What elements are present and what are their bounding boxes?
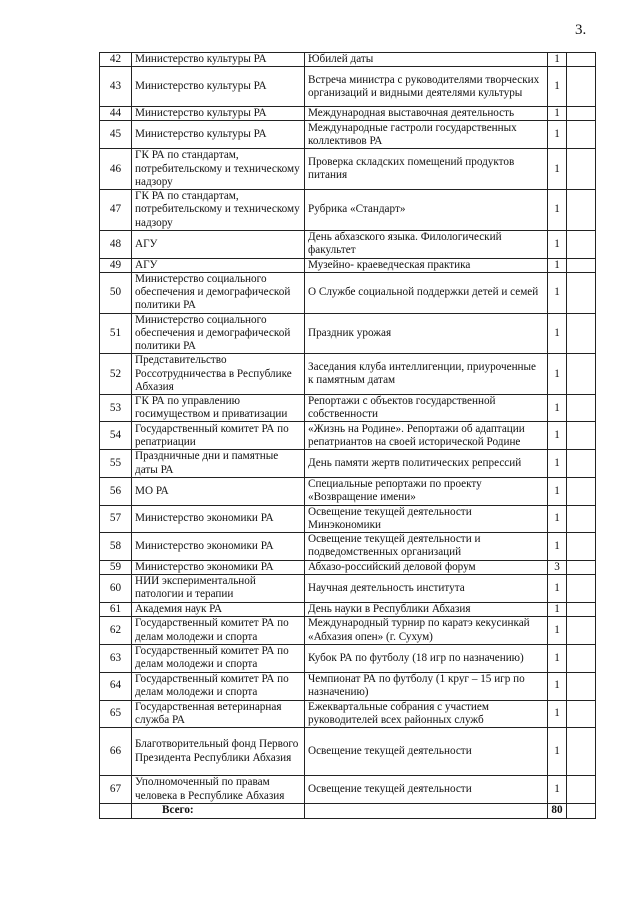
table-row [100,450,596,477]
topic-cell: Чемпионат РА по футболу (1 круг – 15 игр по назначению) [305,672,548,700]
topic-cell: Встреча министра с руководителями творческих организаций и видными деятелями культуры [305,67,548,107]
table-row [100,121,596,149]
topic-cell: День науки в Республики Абхазия [305,602,548,616]
table-row [100,230,596,258]
row-number: 52 [100,354,132,395]
row-number: 61 [100,602,132,616]
count-cell: 1 [548,533,567,560]
organization-cell: НИИ экспериментальной патологии и терапии [132,574,305,602]
topic-cell: Научная деятельность института [305,574,548,602]
table-row [100,258,596,272]
topic-cell: «Жизнь на Родине». Репортажи об адаптации репатриантов на своей исторической Родине [305,422,548,450]
row-number: 50 [100,272,132,313]
count-cell: 1 [548,230,567,258]
empty-cell [567,574,596,602]
row-number: 64 [100,672,132,700]
empty-cell [567,313,596,354]
topic-cell: Юбилей даты [305,53,548,67]
topic-cell: Международный турнир по каратэ кекусинкай «Абхазия опен» (г. Сухум) [305,617,548,645]
count-cell: 1 [548,728,567,776]
topic-cell: Международная выставочная деятельность [305,107,548,121]
table-row [100,67,596,107]
count-cell: 1 [548,107,567,121]
count-cell: 1 [548,645,567,672]
topic-cell: Ежеквартальные собрания с участием руководителей всех районных служб [305,700,548,727]
table-row [100,422,596,450]
count-cell: 1 [548,67,567,107]
count-cell: 1 [548,394,567,421]
row-number: 53 [100,394,132,421]
table-row [100,728,596,776]
topic-cell: Заседания клуба интеллигенции, приуроченные к памятным датам [305,354,548,395]
empty-cell [567,354,596,395]
empty-cell [567,505,596,532]
organization-cell: МО РА [132,477,305,505]
count-cell: 1 [548,272,567,313]
count-cell: 1 [548,574,567,602]
topic-cell: День абхазского языка. Филологический факультет [305,230,548,258]
table-body [100,53,596,819]
count-cell: 1 [548,602,567,616]
count-cell: 1 [548,477,567,505]
table-row [100,672,596,700]
organization-cell: ГК РА по стандартам, потребительскому и техническому надзору [132,149,305,190]
organization-cell: Министерство культуры РА [132,121,305,149]
organization-cell: Министерство социального обеспечения и демографической политики РА [132,313,305,354]
page-number: 3. [575,22,587,38]
count-cell: 1 [548,258,567,272]
empty-cell [567,121,596,149]
table-row [100,776,596,804]
count-cell: 1 [548,422,567,450]
row-number: 67 [100,776,132,804]
topic-cell: О Службе социальной поддержки детей и семей [305,272,548,313]
organization-cell: Государственный комитет РА по делам молодежи и спорта [132,672,305,700]
topic-cell: Репортажи с объектов государственной собственности [305,394,548,421]
table-row [100,53,596,67]
table-row [100,533,596,560]
organization-cell: Государственный комитет РА по репатриации [132,422,305,450]
topic-cell: Специальные репортажи по проекту «Возвращение имени» [305,477,548,505]
row-number: 60 [100,574,132,602]
total-row [100,804,596,819]
organization-cell: Государственный комитет РА по делам молодежи и спорта [132,617,305,645]
organization-cell: Министерство экономики РА [132,560,305,574]
topic-cell: Освещение текущей деятельности [305,728,548,776]
empty-cell [567,533,596,560]
organization-cell: Государственный комитет РА по делам молодежи и спорта [132,645,305,672]
organization-cell: Министерство экономики РА [132,505,305,532]
organization-cell: Представительство Россотрудничества в Республике Абхазия [132,354,305,395]
count-cell: 1 [548,149,567,190]
empty-cell [567,700,596,727]
empty-cell [567,477,596,505]
row-number: 62 [100,617,132,645]
row-number: 48 [100,230,132,258]
total-empty-cell [100,804,132,819]
row-number: 55 [100,450,132,477]
empty-cell [567,672,596,700]
empty-cell [567,645,596,672]
count-cell: 1 [548,313,567,354]
organization-cell: ГК РА по управлению госимуществом и приватизации [132,394,305,421]
row-number: 58 [100,533,132,560]
count-cell: 1 [548,450,567,477]
count-cell: 1 [548,53,567,67]
row-number: 63 [100,645,132,672]
empty-cell [567,560,596,574]
organization-cell: Праздничные дни и памятные даты РА [132,450,305,477]
table-row [100,354,596,395]
row-number: 57 [100,505,132,532]
count-cell: 1 [548,617,567,645]
row-number: 65 [100,700,132,727]
organization-cell: Благотворительный фонд Первого Президента Республики Абхазия [132,728,305,776]
empty-cell [567,149,596,190]
organization-cell: Уполномоченный по правам человека в Республике Абхазия [132,776,305,804]
count-cell: 1 [548,776,567,804]
table-row [100,477,596,505]
topic-cell: Международные гастроли государственных коллективов РА [305,121,548,149]
empty-cell [567,107,596,121]
empty-cell [567,450,596,477]
row-number: 66 [100,728,132,776]
count-cell: 1 [548,672,567,700]
count-cell: 1 [548,354,567,395]
table-row [100,394,596,421]
total-label: Всего: [132,804,305,819]
empty-cell [567,394,596,421]
table-row [100,107,596,121]
table-row [100,574,596,602]
organization-cell: Министерство культуры РА [132,67,305,107]
empty-cell [567,617,596,645]
media-plan-table [99,52,596,819]
count-cell: 3 [548,560,567,574]
topic-cell: Музейно- краеведческая практика [305,258,548,272]
row-number: 59 [100,560,132,574]
empty-cell [567,422,596,450]
topic-cell: Освещение текущей деятельности Минэкономики [305,505,548,532]
table-row [100,505,596,532]
count-cell: 1 [548,700,567,727]
table-row [100,272,596,313]
row-number: 45 [100,121,132,149]
table-row [100,700,596,727]
empty-cell [567,53,596,67]
empty-cell [567,67,596,107]
count-cell: 1 [548,505,567,532]
total-count: 80 [548,804,567,819]
table-row [100,313,596,354]
row-number: 56 [100,477,132,505]
row-number: 49 [100,258,132,272]
topic-cell: День памяти жертв политических репрессий [305,450,548,477]
topic-cell: Освещение текущей деятельности [305,776,548,804]
table-row [100,560,596,574]
row-number: 46 [100,149,132,190]
row-number: 51 [100,313,132,354]
topic-cell: Освещение текущей деятельности и подведомственных организаций [305,533,548,560]
row-number: 43 [100,67,132,107]
organization-cell: Государственная ветеринарная служба РА [132,700,305,727]
table-row [100,645,596,672]
topic-cell: Праздник урожая [305,313,548,354]
organization-cell: Министерство экономики РА [132,533,305,560]
count-cell: 1 [548,121,567,149]
organization-cell: Министерство социального обеспечения и демографической политики РА [132,272,305,313]
empty-cell [567,190,596,231]
organization-cell: АГУ [132,258,305,272]
table-row [100,149,596,190]
organization-cell: Министерство культуры РА [132,107,305,121]
empty-cell [567,230,596,258]
table-row [100,190,596,231]
total-empty-cell [305,804,548,819]
topic-cell: Кубок РА по футболу (18 игр по назначению) [305,645,548,672]
organization-cell: Министерство культуры РА [132,53,305,67]
count-cell: 1 [548,190,567,231]
empty-cell [567,728,596,776]
empty-cell [567,272,596,313]
row-number: 54 [100,422,132,450]
empty-cell [567,602,596,616]
topic-cell: Рубрика «Стандарт» [305,190,548,231]
empty-cell [567,258,596,272]
topic-cell: Абхазо-российский деловой форум [305,560,548,574]
row-number: 42 [100,53,132,67]
topic-cell: Проверка складских помещений продуктов питания [305,149,548,190]
row-number: 44 [100,107,132,121]
organization-cell: Академия наук РА [132,602,305,616]
table-row [100,617,596,645]
empty-cell [567,776,596,804]
organization-cell: ГК РА по стандартам, потребительскому и техническому надзору [132,190,305,231]
empty-cell [567,804,596,819]
organization-cell: АГУ [132,230,305,258]
table-row [100,602,596,616]
row-number: 47 [100,190,132,231]
